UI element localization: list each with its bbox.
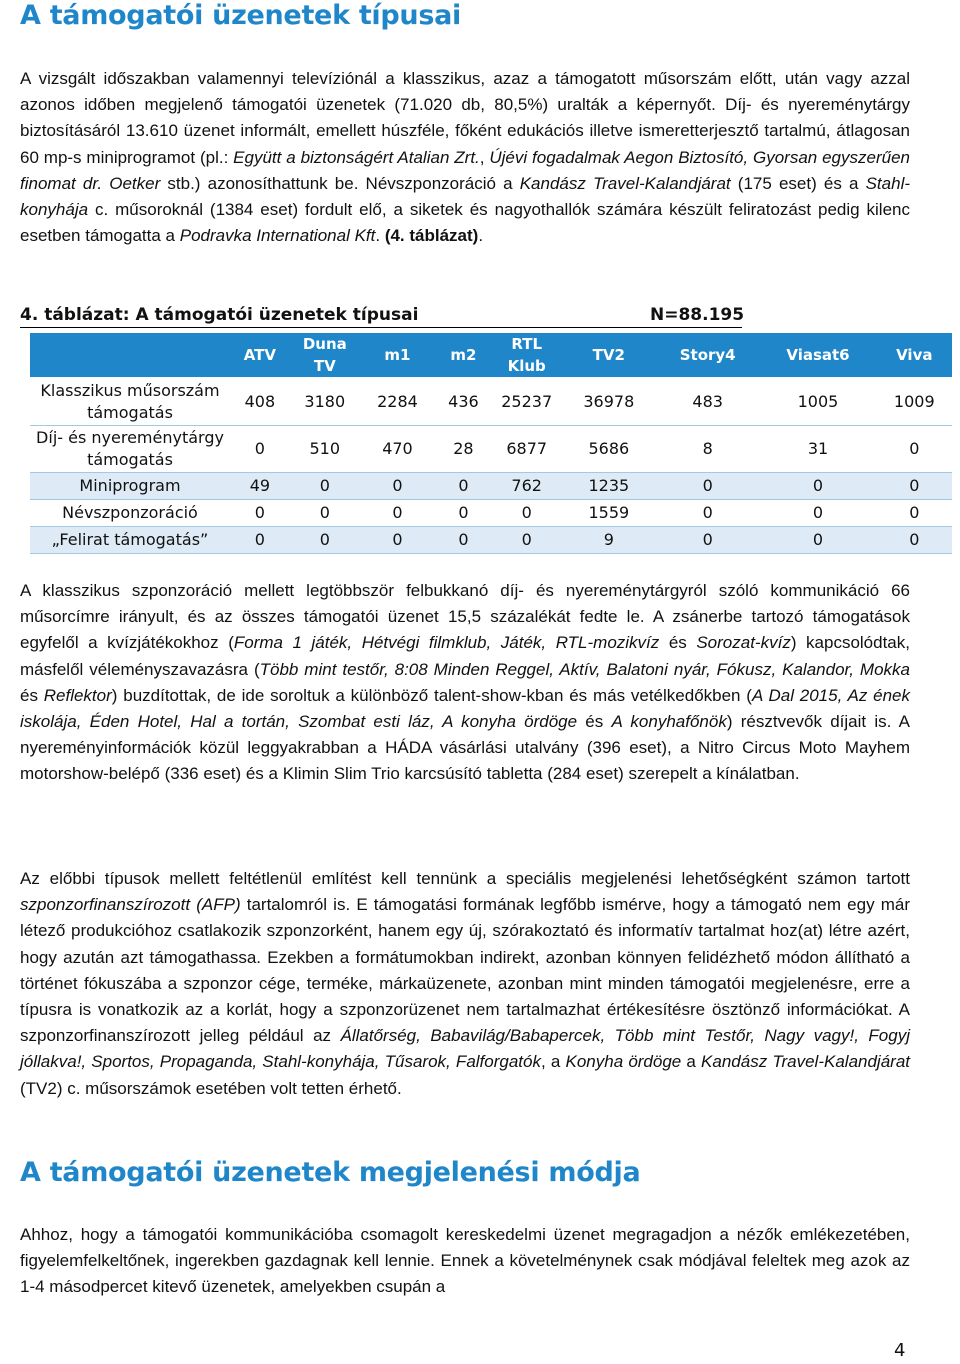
row-label: Miniprogram	[79, 476, 181, 495]
page-number: 4	[894, 1340, 906, 1361]
table-cell: 436	[448, 392, 479, 411]
table-cell: 8	[702, 439, 713, 458]
header-rtl-klub: RTL Klub	[492, 333, 562, 378]
table-cell: 510	[309, 439, 341, 458]
table-row	[30, 500, 952, 527]
table-cell: 1005	[797, 392, 839, 411]
header-tv2: TV2	[562, 333, 656, 378]
table-cell: 470	[382, 439, 413, 458]
table-cell: 31	[807, 439, 829, 458]
table-cell: 28	[453, 439, 474, 458]
table-caption-text: 4. táblázat: A támogatói üzenetek típusai	[20, 305, 419, 325]
table-cell: 5686	[588, 439, 630, 458]
text-run: .	[478, 226, 484, 246]
italic-run: Több mint testőr, 8:08 Minden Reggel, Aktív, Balatoni nyár, Fókusz, Kalandor, Mokka	[259, 659, 910, 679]
table-cell: 0	[702, 476, 713, 495]
table-cell: 3180	[304, 392, 346, 411]
italic-run: Konyha ördöge	[565, 1052, 682, 1072]
table-cell: 0	[392, 476, 403, 495]
italic-run: Podravka International Kft	[179, 226, 376, 246]
italic-run: A Dal 2015, Az ének iskolája, Éden Hotel, Hal a tortán, Szombat esti láz, A konyha ördöge	[20, 685, 910, 732]
table-cell: 1009	[893, 392, 935, 411]
header-atv: ATV	[230, 333, 290, 378]
table-header-row	[30, 333, 952, 378]
text-run: , a	[540, 1052, 566, 1072]
table-caption	[20, 305, 745, 328]
table-cell: 9	[603, 530, 614, 549]
table-row	[30, 378, 952, 426]
text-run: tartalomról is. E támogatási formának legfőbb ismérve, hogy a támogató nem egy már létező produkcióhoz csatlakozik szponzorként, hanem egy új, szórakoztató és informatív tartalmat hoz(at) létre azért, hogy azután azt támogathassa. Ezekben a formátumokban indirekt, azonban könnyen felidézhető módon állítható a történet fókuszába a szponzor cége, terméke, márkaüzenete, azonban mint minden támogatói megjelenésre, erre a típusra is vonatkozik az a korlát, hogy a szponzorüzenet nem tartalmazhat értékesítésre ösztönző információkat. A szponzorfinanszírozott jelleg például az	[20, 895, 910, 1046]
section-heading-types: A támogatói üzenetek típusai	[20, 0, 461, 31]
text-run: és	[659, 633, 697, 653]
table-cell: 1235	[588, 476, 630, 495]
header-m1: m1	[360, 333, 435, 378]
table-cell: 0	[812, 503, 824, 522]
table-cell: 0	[254, 439, 265, 458]
text-run: és	[577, 712, 612, 732]
paragraph-intro	[20, 66, 910, 249]
italic-run: Sorozat-kvíz	[696, 633, 791, 653]
section-heading-appearance: A támogatói üzenetek megjelenési módja	[20, 1157, 641, 1188]
table-cell: 0	[392, 530, 403, 549]
table-cell: 0	[458, 530, 469, 549]
table-cell: 762	[511, 476, 542, 495]
table-cell: 6877	[506, 439, 548, 458]
header-viasat6: Viasat6	[759, 333, 876, 378]
row-label: Klasszikus műsorszám támogatás	[40, 381, 220, 422]
table-cell: 0	[812, 530, 824, 549]
text-run: ) résztvevők díjait is. A nyereményinformációk közül leggyakrabban a HÁDA vásárlási utalvány (396 eset), a Nitro Circus Moto Mayhem motorshow-belépő (336 eset) és a Klimin Slim Trio karcsúsító tabletta (284 eset) szerepelt a kínálatban.	[20, 712, 910, 784]
italic-run: Kandász Travel-Kalandjárat	[701, 1052, 911, 1072]
sponsorship-types-table	[30, 333, 952, 554]
paragraph-appearance: Ahhoz, hogy a támogatói kommunikációba csomagolt kereskedelmi üzenet megragadjon a nézők emlékezetében, figyelemfelkeltőnek, ingerekben gazdagnak kell lennie. Ennek a követelménynek csak módjával feleltek meg azok az 1-4 másodpercet kitevő üzenetek, amelyekben csupán a	[20, 1225, 910, 1297]
table-cell: 0	[909, 503, 920, 522]
text-run: Az előbbi típusok mellett feltétlenül említést kell tennünk a speciális megjelenési lehetőségként számon tartott	[20, 869, 910, 888]
paragraph-afp	[20, 866, 910, 1102]
table-row	[30, 473, 952, 500]
table-cell: 0	[909, 439, 920, 458]
italic-run: Stahl-konyhája	[20, 173, 911, 220]
table-cell: 0	[812, 476, 824, 495]
text-run: a	[681, 1052, 702, 1072]
italic-run: szponzorfinanszírozott (AFP)	[20, 895, 241, 915]
table-cell: 0	[521, 503, 532, 522]
table-cell: 1559	[588, 503, 630, 522]
table-cell: 408	[244, 392, 276, 411]
table-cell: 0	[319, 476, 330, 495]
row-label: „Felirat támogatás”	[51, 530, 209, 549]
text-run: (TV2) c. műsorszámok esetében volt tetten érhető.	[20, 1078, 402, 1098]
table-cell: 0	[319, 503, 330, 522]
table-cell: 0	[458, 476, 469, 495]
row-label: Díj- és nyereménytárgy támogatás	[36, 428, 224, 469]
table-row	[30, 426, 952, 473]
table-cell: 0	[909, 530, 920, 549]
table-cell: 2284	[377, 392, 418, 411]
header-story4: Story4	[656, 333, 759, 378]
italic-run: A konyhafőnök	[611, 712, 727, 732]
table-cell: 0	[392, 503, 403, 522]
table-cell: 0	[702, 530, 713, 549]
italic-run: Forma 1 játék, Hétvégi filmklub, Játék, RTL-mozikvíz	[233, 633, 660, 653]
table-row	[30, 527, 952, 554]
header-m2: m2	[435, 333, 492, 378]
table-cell: 0	[319, 530, 330, 549]
text-run: A klasszikus szponzoráció mellett legtöbbször felbukkanó díj- és nyereménytárgyról szóló kommunikáció 66 műsorcímre irányult, és az összes támogatói üzenet 15,5 százalékát fedte le. A zsánerbe tartozó támogatások egyfelől a kvízjátékokhoz (	[20, 581, 910, 653]
table-cell: 0	[521, 530, 532, 549]
paragraph-prize-communication	[20, 578, 910, 788]
table-cell: 0	[458, 503, 469, 522]
text-run: stb.) azonosíthattunk be. Névszponzoráció a	[160, 173, 520, 193]
table-cell: 25237	[501, 392, 553, 411]
table-cell: 0	[254, 503, 265, 522]
row-label: Névszponzoráció	[62, 503, 198, 522]
text-run: c. műsoroknál (1384 eset) fordult elő, a siketek és nagyothallók számára készült feliratozást pedig kilenc esetben támogatta a	[20, 200, 910, 246]
text-run: ,	[479, 147, 490, 167]
italic-run: Kandász Travel-Kalandjárat	[519, 173, 731, 193]
header-duna-tv: Duna TV	[290, 333, 360, 378]
italic-run: Együtt a biztonságért Atalian Zrt.	[233, 147, 480, 167]
text-run: .	[375, 226, 385, 246]
table-cell: 49	[249, 476, 271, 495]
text-run: (175 eset) és a	[730, 173, 866, 193]
text-run: ) buzdítottak, de ide soroltuk a különböző talent-show-kban és más vetélkedőkben (	[111, 685, 752, 705]
text-run: A vizsgált időszakban valamennyi televíziónál a klasszikus, azaz a támogatott műsorszám előtt, után vagy azzal azonos időben megjelenő támogatói üzenetek (71.020 db, 80,5%) uralták a képernyőt. Díj- és nyereménytárgy biztosításáról 13.610 üzenet informált, emellett húszféle, főként edukációs illetve ismeretterjesztő tartalmú, átlagosan 60 mp-s miniprogramot (pl.:	[20, 69, 910, 167]
text-run: ) kapcsolódtak, másfelől véleményszavazásra (	[20, 633, 910, 679]
italic-run: Reflektor	[43, 685, 112, 705]
table-cell: 36978	[583, 392, 635, 411]
table-cell: 0	[702, 503, 713, 522]
table-cell: 0	[254, 530, 265, 549]
italic-run: Állatőrség, Babavilág/Babapercek, Több mint Testőr, Nagy vagy!, Fogyj jóllakva!, Sportos, Propaganda, Stahl-konyhája, Tűsarok, Falforgatók	[20, 1026, 910, 1072]
table-n-label: N=88.195	[650, 305, 745, 325]
italic-run: Újévi fogadalmak Aegon Biztosító, Gyorsan egyszerűen finomat dr. Oetker	[20, 147, 910, 193]
text-run: és	[20, 685, 44, 705]
header-corner	[30, 333, 230, 378]
table-cell: 0	[909, 476, 920, 495]
table-reference: (4. táblázat)	[384, 226, 479, 246]
table-cell: 483	[692, 392, 723, 411]
header-viva: Viva	[877, 333, 952, 378]
